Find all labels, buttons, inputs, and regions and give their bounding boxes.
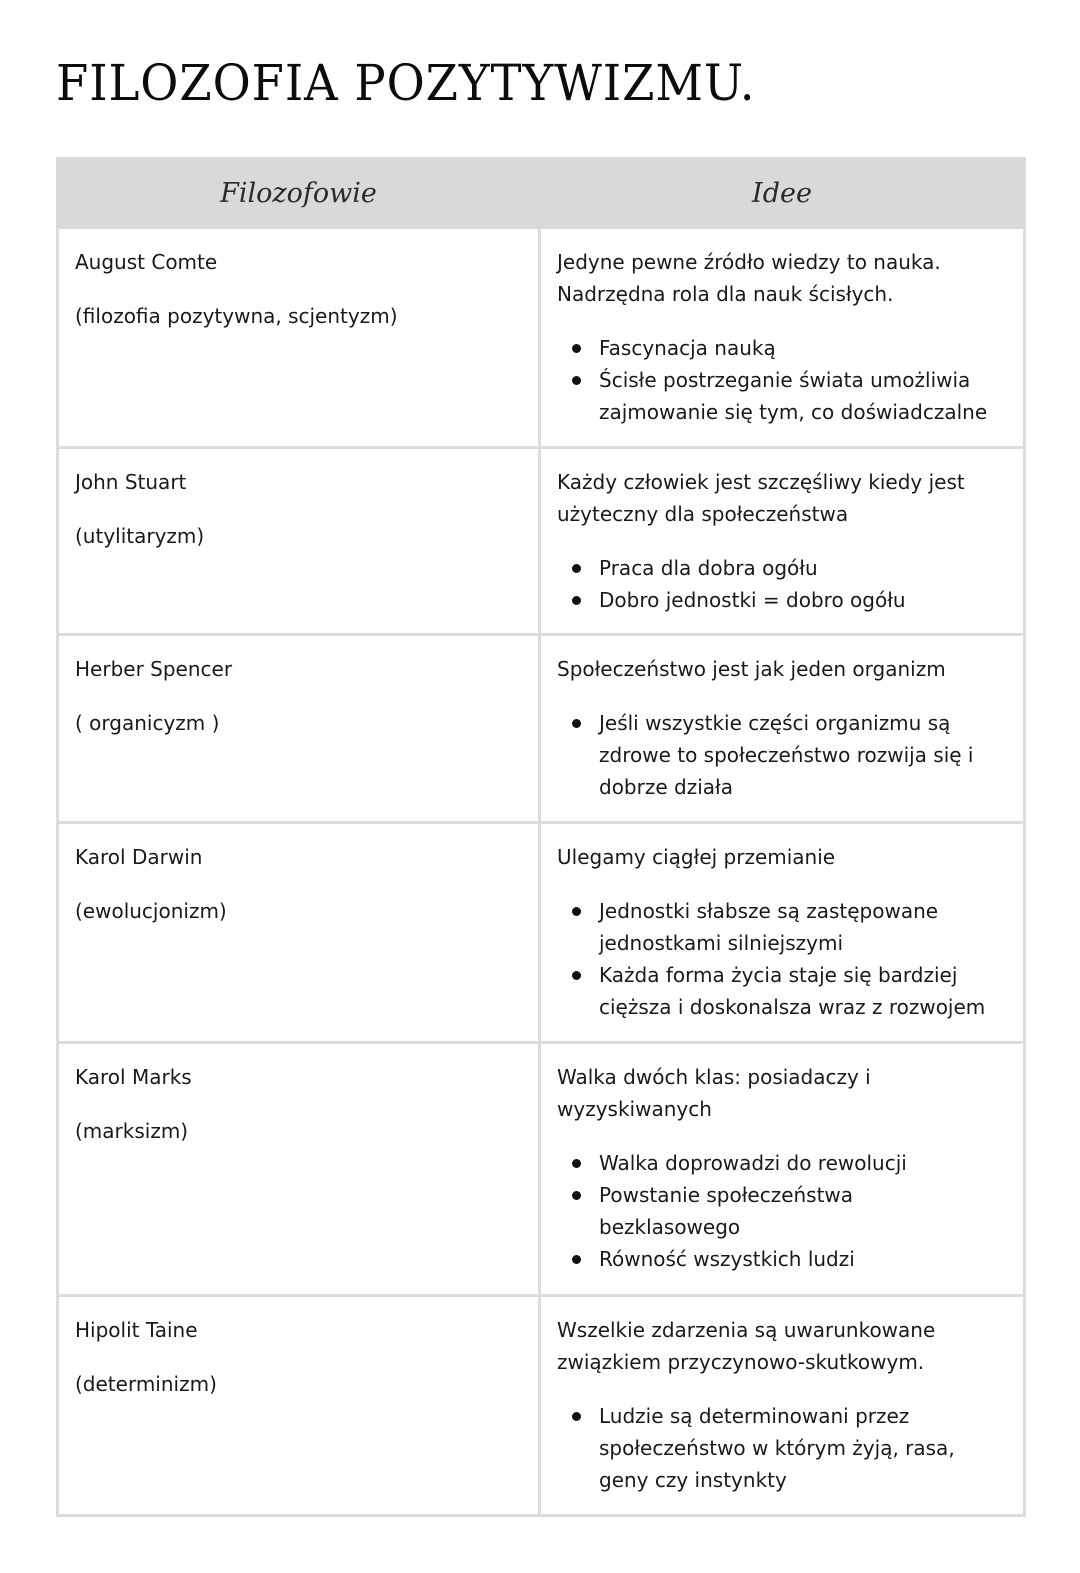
ideas-cell — [540, 635, 1025, 823]
philosophy-school: ( organicyzm ) — [75, 711, 220, 735]
philosophy-school: (determinizm) — [75, 1372, 217, 1396]
idea-list — [557, 895, 1003, 1023]
list-item: Powstanie społeczeństwa bezklasowego — [599, 1179, 963, 1243]
table-row — [58, 228, 1025, 448]
list-item: Walka doprowadzi do rewolucji — [599, 1147, 1003, 1179]
list-item: Każda forma życia staje się bardziej cięższa i doskonalsza wraz z rozwojem — [599, 959, 1003, 1023]
idea-summary: Każdy człowiek jest szczęśliwy kiedy jest użyteczny dla społeczeństwa — [557, 470, 965, 526]
table-row — [58, 635, 1025, 823]
header-philosophers: Filozofowie — [58, 159, 540, 228]
ideas-cell — [540, 823, 1025, 1043]
philosophy-school: (filozofia pozytywna, scjentyzm) — [75, 304, 398, 328]
list-item: Ludzie są determinowani przez społeczeństwo w którym żyją, rasa, geny czy instynkty — [599, 1400, 983, 1496]
table-row — [58, 1043, 1025, 1296]
idea-summary: Społeczeństwo jest jak jeden organizm — [557, 657, 946, 681]
philosophy-school: (ewolucjonizm) — [75, 899, 227, 923]
philosopher-name: Karol Marks — [75, 1065, 192, 1089]
list-item: Jeśli wszystkie części organizmu są zdrowe to społeczeństwo rozwija się i dobrze działa — [599, 707, 1007, 803]
philosopher-name: John Stuart — [75, 470, 187, 494]
ideas-cell — [540, 1043, 1025, 1296]
philosopher-cell — [58, 1296, 540, 1516]
list-item: Równość wszystkich ludzi — [599, 1243, 1003, 1275]
idea-list — [557, 1400, 983, 1496]
ideas-cell — [540, 1296, 1025, 1516]
philosopher-name: Karol Darwin — [75, 845, 203, 869]
idea-summary: Ulegamy ciągłej przemianie — [557, 845, 836, 869]
ideas-cell — [540, 448, 1025, 635]
ideas-cell — [540, 228, 1025, 448]
header-ideas: Idee — [540, 159, 1025, 228]
idea-list — [557, 332, 1003, 428]
list-item: Fascynacja nauką — [599, 332, 1003, 364]
list-item: Dobro jednostki = dobro ogółu — [599, 584, 1007, 616]
philosopher-cell — [58, 823, 540, 1043]
idea-summary: Walka dwóch klas: posiadaczy i wyzyskiwanych — [557, 1065, 871, 1121]
idea-summary: Wszelkie zdarzenia są uwarunkowane związkiem przyczynowo-skutkowym. — [557, 1318, 936, 1374]
list-item: Praca dla dobra ogółu — [599, 552, 1007, 584]
table-row — [58, 448, 1025, 635]
philosopher-cell — [58, 635, 540, 823]
philosophers-table — [56, 157, 1026, 1517]
list-item: Ścisłe postrzeganie świata umożliwia zajmowanie się tym, co doświadczalne — [599, 364, 1003, 428]
philosopher-name: Hipolit Taine — [75, 1318, 198, 1342]
philosophy-school: (utylitaryzm) — [75, 524, 205, 548]
table-header-row — [58, 159, 1025, 228]
idea-summary: Jedyne pewne źródło wiedzy to nauka. Nadrzędna rola dla nauk ścisłych. — [557, 250, 941, 306]
idea-list — [557, 1147, 963, 1275]
page-title: FILOZOFIA POZYTYWIZMU. — [56, 54, 756, 112]
philosopher-cell — [58, 448, 540, 635]
philosophy-school: (marksizm) — [75, 1119, 189, 1143]
idea-list — [557, 707, 1007, 803]
table-row — [58, 1296, 1025, 1516]
philosopher-cell — [58, 1043, 540, 1296]
list-item: Jednostki słabsze są zastępowane jednostkami silniejszymi — [599, 895, 1003, 959]
philosopher-name: August Comte — [75, 250, 218, 274]
philosopher-name: Herber Spencer — [75, 657, 233, 681]
table-row — [58, 823, 1025, 1043]
idea-list — [557, 552, 1007, 616]
philosopher-cell — [58, 228, 540, 448]
